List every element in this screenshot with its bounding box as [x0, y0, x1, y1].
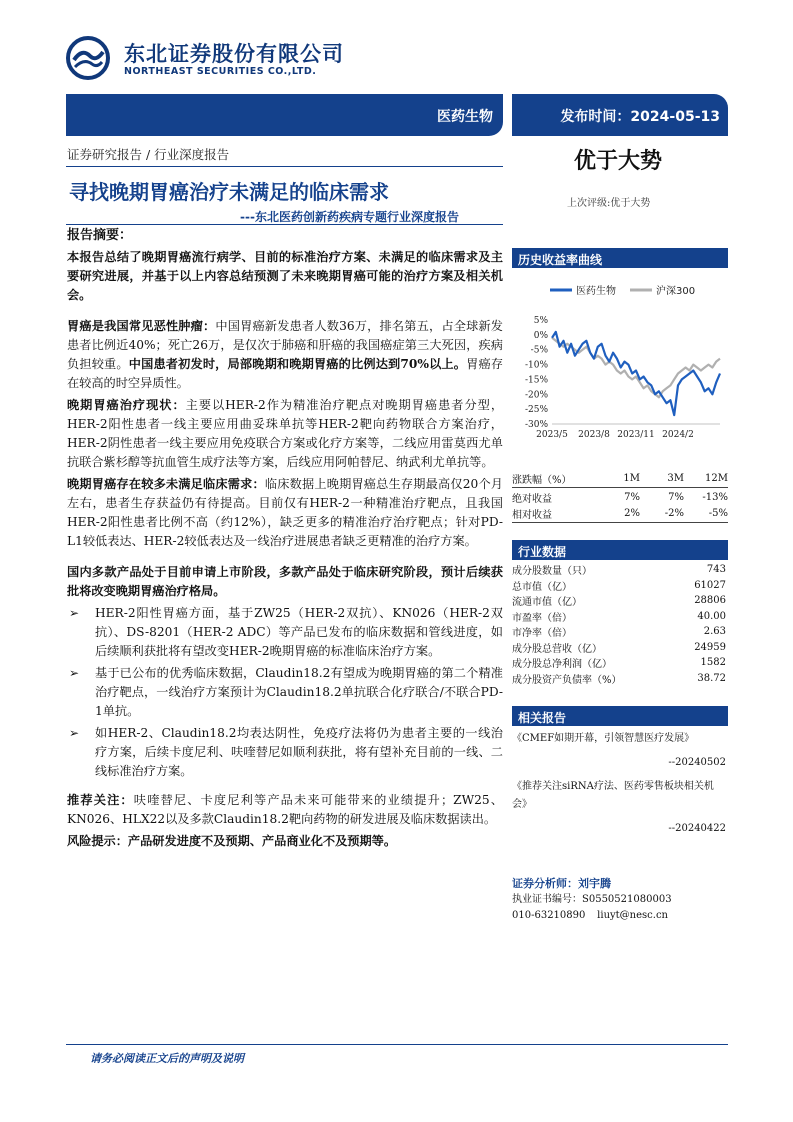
publish-date-banner — [512, 94, 728, 136]
paragraph-text: 呋喹替尼、卡度尼利等产品未来可能带来的业绩提升；ZW25、KN026、HLX22以及多款Claudin18.2靶向药物的研发进展及临床数据读出。 — [67, 793, 503, 826]
industry-heading: 行业数据 — [512, 540, 728, 560]
y-tick-label: -20% — [524, 390, 548, 401]
paragraph-lead: 推荐关注： — [67, 793, 134, 807]
industry-table — [512, 562, 728, 686]
x-tick-label: 2023/8 — [578, 430, 610, 440]
table-cell: 1582 — [700, 657, 726, 669]
table-cell: 743 — [706, 564, 726, 576]
table-cell: -5% — [708, 507, 728, 519]
summary-column — [67, 226, 503, 854]
report-subtitle: ---东北医药创新药疾病专题行业深度报告 — [240, 210, 459, 224]
table-cell: 2% — [624, 507, 640, 519]
chart-svg — [512, 268, 728, 448]
table-row — [512, 578, 728, 594]
table-row — [512, 609, 728, 625]
table-cell: 28806 — [694, 595, 726, 607]
industry-data-section — [512, 540, 728, 686]
table-cell: 成分股总营收（亿） — [512, 643, 602, 655]
table-row — [512, 640, 728, 656]
rating: 优于大势 — [574, 149, 663, 174]
table-cell: 7% — [668, 491, 684, 503]
divider — [512, 487, 728, 488]
bullet-item: ➢ 基于已公布的优秀临床数据，Claudin18.2有望成为晚期胃癌的第二个精准治疗靶点，一线治疗方案预计为Claudin18.2单抗联合化疗联合/不联合PD-1单抗。 — [67, 664, 503, 721]
series-line-csi300 — [552, 338, 720, 398]
footer-disclaimer: 请务必阅读正文后的声明及说明 — [90, 1052, 244, 1065]
analyst-contact — [512, 908, 728, 924]
y-tick-label: -5% — [530, 345, 548, 356]
legend-label: 医药生物 — [576, 286, 616, 297]
analyst-info — [512, 876, 728, 924]
related-report-link[interactable]: 《推荐关注siRNA疗法、医药零售板块相关机会》 — [512, 781, 714, 810]
previous-rating: 上次评级:优于大势 — [567, 198, 651, 209]
related-report-date: --20240502 — [668, 757, 726, 768]
y-tick-label: -25% — [524, 405, 548, 416]
paragraph-recommendation — [67, 791, 503, 829]
table-cell: 7% — [624, 491, 640, 503]
table-cell: -2% — [664, 507, 684, 519]
table-cell: 成分股数量（只） — [512, 566, 592, 578]
table-cell: -13% — [702, 491, 728, 503]
report-type: 证券研究报告 / 行业深度报告 — [67, 147, 230, 162]
table-cell: 流通市值（亿） — [512, 597, 582, 609]
chart-section — [512, 248, 728, 268]
y-tick-label: -30% — [524, 420, 548, 430]
table-row — [512, 489, 728, 505]
company-logo-mark-icon — [66, 36, 110, 80]
y-tick-label: -10% — [524, 360, 548, 371]
table-cell: 2.63 — [703, 626, 726, 638]
performance-table — [512, 470, 728, 524]
table-cell: 40.00 — [697, 610, 726, 622]
divider — [512, 522, 728, 523]
x-tick-label: 2023/11 — [617, 430, 655, 440]
paragraph-text: 中国胃癌新发患者人数36万，排名第五，占全球新发患者比例近40%；死亡26万，是仅次于肺癌和肝癌的我国癌症第三大死因，疾病负担较重。 — [67, 319, 503, 371]
table-row — [512, 562, 728, 578]
table-header-row — [512, 470, 728, 486]
table-cell: 相对收益 — [512, 509, 552, 521]
paragraph-unmet-needs — [67, 475, 503, 551]
report-title: 寻找晚期胃癌治疗未满足的临床需求 — [69, 180, 389, 204]
x-tick-label: 2024/2 — [662, 430, 694, 440]
table-cell: 38.72 — [697, 672, 726, 684]
table-row — [512, 671, 728, 687]
table-cell: 市净率（倍） — [512, 628, 572, 640]
bullet-item: ➢ HER-2阳性胃癌方面，基于ZW25（HER-2双抗）、KN026（HER-2双抗）、DS-8201（HER-2 ADC）等产品已发布的临床数据和管线进度，如后续顺利获批将有望改变HER-2晚期胃癌的标准临床治疗方案。 — [67, 604, 503, 661]
paragraph-lead: 胃癌是我国常见恶性肿瘤： — [67, 319, 216, 333]
summary-heading: 报告摘要： — [67, 228, 133, 243]
paragraph-lead: 晚期胃癌存在较多未满足临床需求： — [67, 477, 265, 491]
table-row — [512, 655, 728, 671]
table-cell: 绝对收益 — [512, 493, 552, 505]
table-cell: 24959 — [694, 641, 726, 653]
y-tick-label: -15% — [524, 375, 548, 386]
table-cell: 成分股总净利润（亿） — [512, 659, 612, 671]
company-name-en: NORTHEAST SECURITIES CO.,LTD. — [124, 66, 317, 77]
related-report-link[interactable]: 《CMEF如期开幕，引领智慧医疗发展》 — [512, 733, 695, 744]
bullet-item: ➢ 如HER-2、Claudin18.2均表达阴性，免疫疗法将仍为患者主要的一线治疗方案，后续卡度尼利、呋喹替尼如顺利获批，将有望补充目前的一线、二线标准治疗方案。 — [67, 724, 503, 781]
table-cell: 市盈率（倍） — [512, 612, 572, 624]
summary-intro: 本报告总结了晚期胃癌流行病学、目前的标准治疗方案、未满足的临床需求及主要研究进展，并基于以上内容总结预测了未来晚期胃癌可能的治疗方案及相关机会。 — [67, 250, 503, 302]
x-tick-label: 2023/5 — [536, 430, 568, 440]
table-header-cell: 1M — [623, 472, 640, 484]
table-cell: 成分股资产负债率（%） — [512, 674, 622, 686]
risk-warning: 风险提示：产品研发进度不及预期、产品商业化不及预期等。 — [67, 834, 397, 848]
paragraph-pipeline: 国内多款产品处于目前申请上市阶段，多款产品处于临床研究阶段，预计后续获批将改变晚期胃癌治疗格局。 — [67, 565, 503, 598]
related-report-date: --20240422 — [668, 823, 726, 834]
history-return-chart — [512, 268, 728, 448]
paragraph-tail: 胃癌存在较高的时空异质性。 — [67, 357, 504, 390]
sector-banner — [66, 94, 503, 136]
divider — [66, 166, 503, 167]
paragraph-treatment — [67, 396, 503, 472]
analyst-cert: 执业证书编号：S0550521080003 — [512, 894, 672, 905]
paragraph-bold: 中国患者初发时，局部晚期和晚期胃癌的比例达到70%以上。 — [128, 357, 467, 371]
legend-label: 沪深300 — [656, 286, 696, 297]
table-cell: 总市值（亿） — [512, 581, 572, 593]
y-tick-label: 0% — [533, 330, 548, 341]
related-reports-section — [512, 706, 728, 838]
title-divider — [66, 224, 503, 225]
table-row — [512, 593, 728, 609]
analyst-name: 证券分析师：刘宇腾 — [512, 877, 611, 890]
paragraph-epidemiology — [67, 317, 503, 393]
sector-label: 医药生物 — [437, 109, 493, 125]
chart-heading: 历史收益率曲线 — [512, 248, 728, 268]
company-logo — [66, 36, 366, 82]
y-tick-label: 5% — [533, 316, 548, 326]
table-header-cell: 涨跌幅（%） — [512, 474, 572, 486]
company-name-cn: 东北证券股份有限公司 — [124, 42, 344, 66]
related-heading: 相关报告 — [512, 706, 728, 726]
table-header-cell: 3M — [667, 472, 684, 484]
analyst-phone: 010-63210890 — [512, 910, 586, 921]
paragraph-text: 主要以HER-2作为精准治疗靶点对晚期胃癌患者分型，HER-2阳性患者一线主要应用曲妥珠单抗等HER-2靶向药物联合方案治疗，HER-2阴性患者一线主要应用免疫联合方案或化疗方案等，二线应用雷莫西尤单抗联合紫杉醇等抗血管生成疗法等方案，后线应用阿帕替尼、纳武利尤单抗等。 — [67, 398, 504, 469]
table-header-cell: 12M — [705, 472, 728, 484]
table-row — [512, 624, 728, 640]
analyst-email[interactable]: liuyt@nesc.cn — [597, 910, 668, 921]
footer-divider — [66, 1044, 728, 1045]
table-cell: 61027 — [694, 579, 726, 591]
paragraph-lead: 晚期胃癌治疗现状： — [67, 398, 186, 412]
publish-date: 发布时间：2024-05-13 — [560, 109, 720, 125]
paragraph-text: 临床数据上晚期胃癌总生存期最高仅20个月左右，患者生存获益仍有待提高。目前仅有HER-2一种精准治疗靶点，且我国HER-2阳性患者比例不高（约12%），缺乏更多的精准治疗治疗靶点；针对PD-L1较低表达、HER-2较低表达及一线治疗进展患者缺乏更精准的治疗方案。 — [67, 477, 503, 548]
table-row — [512, 505, 728, 521]
series-line-pharma — [552, 332, 720, 415]
